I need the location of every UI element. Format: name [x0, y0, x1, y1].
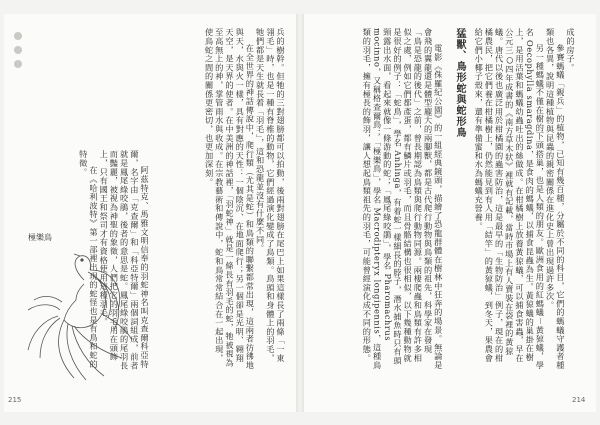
illustration-caption: 極樂鳥 [28, 233, 52, 242]
right-page-text [330, 28, 576, 370]
dot-icon [14, 60, 22, 68]
page-number-left: 215 [8, 396, 22, 404]
decorative-dots [14, 32, 34, 74]
book-gutter [296, 14, 304, 412]
paragraph: 參賽螞蟻「親兵」的植物，已知有幾百種，分屬於不同的科目，它們的螞蟻守護者種類也各異，說明這種植物與昆蟲的親密關係在進化史上曾出現過許多次。 [545, 28, 566, 370]
paragraph: 在《哈利波特》第一部裡出現的蛇怪也是有鳥和蛇的特徵。 [78, 150, 99, 369]
bird-of-paradise-illustration [14, 240, 138, 390]
section-heading: 猛獸、鳥形蛇與蛇形鳥 [453, 28, 465, 138]
paragraph: 另一種螞蟻不僅在樹的下頭搭巢，也是人類的朋友。歐洲食用的紅螞蟻－黃猄蟻，學名 Oecophylla smaragdina，是食肉的螞蟻，以捕食昆蟲為生。黃猄蟻的巢掛在樹上，是用活葉和螞蟻幼蟲吐出的絲做成。在柑橘樹上放養黃猄蟻，可以捕食害蟲，早在公元三○四年成書的《南方草木狀》裡就有記載，當時市場上有人賣裝在袋裡的黃猄蟻。唐代以後也廣泛用於柑橘園的蟲害防治，這是最早的「生物防治」例子，現在的柑橘農民，把它們養在柑橘樹上，仍然能見到有人用「結竿」的黃猄蟻，到冬天，果農會給它們小椰子殼來，還有準備蜜和水為螞蟻充營養。 [474, 28, 546, 370]
paragraph: 兵的樹幹。但牠的三對翅膀都可以拍動，後兩對翅膀在尾巴上如果這樣長了兩條「一東翎毛」時，也是一種有脊椎的動物，它們經過演化變成了鳥類。鳥頭和身體上的羽毛，牠們都是天生就長着「羽毛」，這和恐龍並沒有什麼不同。 [255, 28, 286, 363]
dot-icon [14, 46, 22, 54]
dot-icon [14, 32, 22, 40]
page-number-right: 214 [572, 396, 586, 404]
paragraph: 在全世界的神話傳說中，爬行類（尤其是蛇）和鳥類的聯繫都常出現，這兩者彷彿地與天，水與火一樣，具有對應的天性：一個陰沉、在地面爬行；另一個卻是光明、翱翔天空，是天界的使者。在中美洲的神話裡，「羽蛇神」就是一條長有羽毛的蛇，牠被視為至高無上的神，掌管雨水與收成。在宗教藝術和傳說中，蛇和鳥常常結合在一起出現，使鳥蛇之間的關係更密切，也更加深刻。 [204, 28, 256, 370]
paragraph: 電影《侏羅紀公園》的一組經典鏡頭，描繪了恐龍群體在樹林中狂奔的場景。無論是會飛的翼龍還是體型龐大的兩腳獸，都是古代爬行動物與鳥類的祖先，科學家在發現「鳥是恐龍的後代」之前，曾長期認為鳥類與爬行動物同源。兩棲爬蟲和鳥類有許多相似之處，例如它們都產蛋，都有鱗片或羽毛，而且骨骼結構也很相似，以下幾種動物就是很好的例子：「蛇鳥」，學名 Anhinga，有着蛇一樣細長的脖子，潛水捕魚時只有頭頸露出水面，看起來就像一條游動的蛇；「鳳尾綠咬鵑」，學名 Pharomachrus mocinno，又稱格查爾鳥；「極樂鳥」，學名 Macrodipteryx longipennis，這種鳥類的羽毛，擁有極長的飾羽，讓人想起鳥類祖先的羽毛，可能曾經演化成不同的形態。 [362, 28, 444, 370]
left-page-text [150, 28, 286, 370]
paragraph: 阿茲特克、馬雅文明信奉的羽蛇神名叫克查爾科亞特爾，名字由「克查爾」和「科亞特爾」兩個詞組成，前者就是鳳尾綠咬鵑，後者的意思是蛇。鳳尾綠咬鵑的尾羽長而豔麗，被視為神聖的象徵，人們把它的羽毛用在頭飾上，只有國王和祭司才有資格使用這種羽毛。 [99, 150, 150, 370]
paragraph: 成的房子。 [566, 28, 576, 72]
